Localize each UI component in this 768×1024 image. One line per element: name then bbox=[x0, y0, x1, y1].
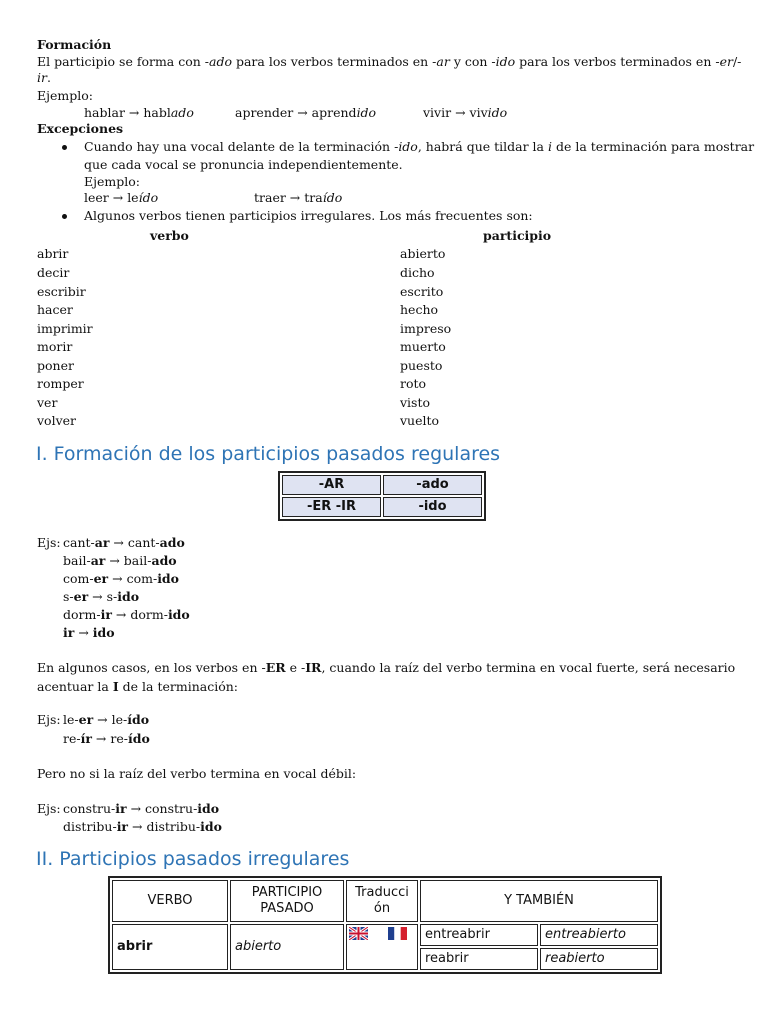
list-item-participio: impreso bbox=[400, 321, 452, 336]
excepciones-bullet-1-line2: que cada vocal se pronuncia independientemente. bbox=[84, 157, 403, 172]
section-1-heading: I. Formación de los participios pasados regulares bbox=[36, 443, 501, 465]
example-line: re-ír → re-ído bbox=[63, 731, 150, 746]
table-cell: -ado bbox=[383, 475, 482, 495]
example-traer: traer → traído bbox=[254, 190, 343, 205]
list-item-participio: muerto bbox=[400, 339, 446, 354]
list-item-participio: escrito bbox=[400, 284, 444, 299]
header-traduccion-line1: Traducci bbox=[355, 885, 409, 900]
table-row bbox=[112, 924, 658, 946]
list-item-verbo: ver bbox=[37, 395, 58, 410]
excepciones-title: Excepciones bbox=[37, 121, 124, 136]
list-item-participio: roto bbox=[400, 376, 427, 391]
bullet-icon bbox=[62, 214, 67, 219]
col-header-participio: participio bbox=[483, 228, 552, 243]
example-aprender: aprender → aprendido bbox=[235, 105, 377, 120]
list-item-verbo: imprimir bbox=[37, 321, 93, 336]
excepciones-ejemplo-label: Ejemplo: bbox=[84, 174, 140, 189]
header-traduccion-line2: ón bbox=[373, 901, 391, 916]
table-cell: -ido bbox=[383, 497, 482, 517]
paragraph-vocal-debil: Pero no si la raíz del verbo termina en vocal débil: bbox=[37, 766, 357, 781]
example-line: le-er → le-ído bbox=[63, 712, 150, 727]
example-line: bail-ar → bail-ado bbox=[63, 553, 177, 568]
ejemplo-label: Ejemplo: bbox=[37, 88, 93, 103]
list-item-verbo: poner bbox=[37, 358, 74, 373]
example-leer: leer → leído bbox=[84, 190, 159, 205]
excepciones-bullet-1: Cuando hay una vocal delante de la terminación -ido, habrá que tildar la i de la terminación para mostrar bbox=[84, 139, 755, 154]
header-participio-line2: PASADO bbox=[260, 901, 314, 916]
irregular-participles-table bbox=[108, 876, 662, 974]
cell-verbo: abrir bbox=[112, 924, 228, 970]
cell-participio: abierto bbox=[230, 924, 344, 970]
list-item-verbo: volver bbox=[37, 413, 77, 428]
france-flag-icon[interactable] bbox=[388, 927, 407, 940]
example-hablar: hablar → hablado bbox=[84, 105, 194, 120]
example-line: s-er → s-ido bbox=[63, 589, 140, 604]
section-2-heading: II. Participios pasados irregulares bbox=[36, 848, 350, 870]
list-item-participio: dicho bbox=[400, 265, 435, 280]
header-verbo: VERBO bbox=[112, 880, 228, 922]
header-traduccion bbox=[346, 880, 418, 922]
paragraph-vocal-fuerte: En algunos casos, en los verbos en -ER e -IR, cuando la raíz del verbo termina en vocal fuerte, será necesario bbox=[37, 660, 736, 675]
list-item-verbo: romper bbox=[37, 376, 84, 391]
formacion-title: Formación bbox=[37, 37, 112, 52]
ejs-label: Ejs: bbox=[37, 801, 61, 816]
table-header-row bbox=[112, 880, 658, 922]
header-participio bbox=[230, 880, 344, 922]
ejs-label: Ejs: bbox=[37, 535, 61, 550]
example-line: dorm-ir → dorm-ido bbox=[63, 607, 190, 622]
example-line: cant-ar → cant-ado bbox=[63, 535, 185, 550]
uk-flag-icon[interactable] bbox=[349, 927, 368, 940]
table-cell: -ER -IR bbox=[282, 497, 381, 517]
col-header-verbo: verbo bbox=[150, 228, 189, 243]
cell-traduccion bbox=[346, 924, 418, 970]
table-row bbox=[282, 497, 482, 517]
example-line: ir → ido bbox=[63, 625, 115, 640]
list-item-verbo: decir bbox=[37, 265, 70, 280]
example-line: constru-ir → constru-ido bbox=[63, 801, 220, 816]
cell-tambien-participio: reabierto bbox=[540, 948, 658, 970]
formacion-intro: El participio se forma con -ado para los verbos terminados en -ar y con -ido para los verbos terminados en -er/- bbox=[37, 54, 742, 69]
bullet-icon bbox=[62, 145, 67, 150]
ejs-label: Ejs: bbox=[37, 712, 61, 727]
table-cell: -AR bbox=[282, 475, 381, 495]
list-item-verbo: escribir bbox=[37, 284, 86, 299]
cell-tambien-participio: entreabierto bbox=[540, 924, 658, 946]
endings-table bbox=[278, 471, 486, 521]
example-line: distribu-ir → distribu-ido bbox=[63, 819, 222, 834]
cell-tambien-verbo: entreabrir bbox=[420, 924, 538, 946]
list-item-participio: vuelto bbox=[400, 413, 440, 428]
list-item-participio: hecho bbox=[400, 302, 439, 317]
paragraph-vocal-fuerte-line2: acentuar la I de la terminación: bbox=[37, 679, 238, 694]
list-item-verbo: abrir bbox=[37, 246, 69, 261]
cell-tambien-verbo: reabrir bbox=[420, 948, 538, 970]
header-tambien: Y TAMBIÉN bbox=[420, 880, 658, 922]
list-item-participio: visto bbox=[400, 395, 431, 410]
header-participio-line1: PARTICIPIO bbox=[251, 885, 323, 900]
list-item-verbo: morir bbox=[37, 339, 73, 354]
list-item-verbo: hacer bbox=[37, 302, 73, 317]
excepciones-bullet-2: Algunos verbos tienen participios irregulares. Los más frecuentes son: bbox=[84, 208, 533, 223]
list-item-participio: puesto bbox=[400, 358, 443, 373]
example-vivir: vivir → vivido bbox=[423, 105, 508, 120]
formacion-intro-end: ir. bbox=[37, 70, 51, 85]
list-item-participio: abierto bbox=[400, 246, 446, 261]
table-row bbox=[282, 475, 482, 495]
example-line: com-er → com-ido bbox=[63, 571, 180, 586]
